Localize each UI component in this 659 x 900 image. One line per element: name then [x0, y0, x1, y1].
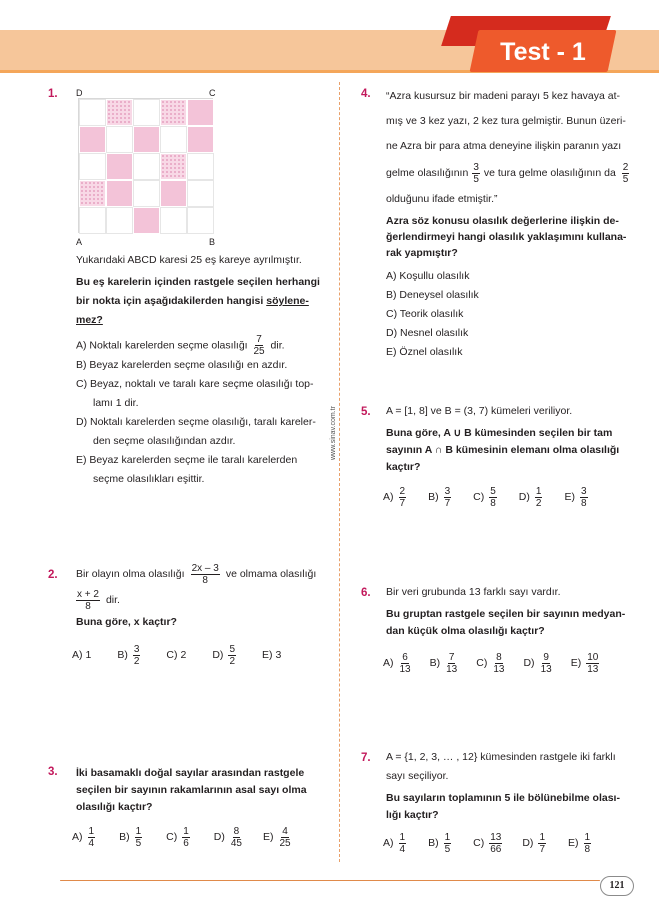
dotted-square [106, 99, 133, 126]
q7-body [386, 748, 644, 824]
fraction-num: 5 [229, 643, 235, 655]
fraction-num: 10 [587, 651, 599, 663]
q4-stem-line4 [386, 159, 644, 187]
fraction-den: 8 [580, 497, 587, 509]
q1-question-line1: Bu eş karelerin içinden rastgele seçilen herhangi [76, 276, 320, 288]
shaded-square [133, 126, 160, 153]
fraction-den: 25 [279, 837, 291, 849]
option-fraction [538, 832, 546, 855]
fraction-num: 2 [399, 485, 406, 497]
fraction-num: 8 [233, 825, 240, 837]
q5-question-line1: Buna göre, A ∪ B kümesinden seçilen bir tam [386, 427, 613, 439]
test-title: Test - 1 [500, 38, 586, 66]
shaded-square [106, 153, 133, 180]
q3-option-b[interactable] [119, 826, 144, 849]
fraction-den: 13 [446, 663, 458, 675]
option-label: A) [383, 657, 394, 669]
white-square [133, 180, 160, 207]
fraction-num: 1 [444, 831, 451, 843]
q1-option-c-cont: lamı 1 dir. [93, 397, 139, 409]
column-divider [339, 82, 340, 862]
fraction-num: 9 [543, 651, 549, 663]
q7-question-line1: Bu sayıların toplamının 5 ile bölünebilme olası- [386, 792, 620, 804]
option-label: B) [119, 831, 130, 843]
option-label: B) [429, 657, 441, 669]
q2-body [76, 561, 336, 632]
q1-option-a-text: A) Noktalı karelerden seçme olasılığı [76, 339, 248, 352]
q1-option-c-line1: C) Beyaz, noktalı ve taralı kare seçme olasılığı top- [76, 378, 314, 390]
q3-option-a[interactable] [72, 826, 97, 849]
option-label: D) [523, 657, 535, 669]
dotted-square [79, 180, 106, 207]
fraction-den: 8 [584, 843, 591, 855]
white-square [187, 207, 214, 234]
q1-number: 1. [48, 88, 58, 100]
white-square [79, 99, 106, 126]
q2-fraction-2 [76, 589, 100, 612]
fraction-den: 2 [133, 655, 140, 667]
q1-option-c[interactable] [76, 375, 331, 394]
fraction-num: 3 [580, 485, 587, 497]
option-fraction [445, 652, 458, 675]
q4-question-line2: ğerlendirmeyi hangi olasılık yaklaşımını kullana- [386, 231, 627, 243]
fraction-den: 7 [399, 497, 406, 509]
q5-option-a[interactable] [383, 486, 408, 509]
option-fraction [492, 652, 505, 675]
option-fraction [540, 652, 553, 675]
option-label: B) [428, 491, 439, 503]
q1-option-d-cont: den seçme olasılığından azdır. [93, 435, 236, 447]
option-fraction [230, 826, 243, 849]
q6-options [383, 648, 617, 678]
q5-stem: A = [1, 8] ve B = (3, 7) kümeleri veriliyor. [386, 405, 573, 417]
q4-number: 4. [361, 88, 371, 100]
shaded-square [79, 126, 106, 153]
fraction-den: 8 [490, 497, 496, 509]
q7-number: 7. [361, 752, 371, 764]
fraction-den: 2 [535, 497, 542, 509]
q5-option-d[interactable] [519, 486, 545, 509]
q4-fraction-1 [472, 162, 480, 185]
q4-question-line1: Azra söz konusu olasılık değerlerine ilişkin de- [386, 215, 619, 227]
fraction-den: 13 [540, 663, 552, 675]
option-fraction [584, 832, 592, 855]
q4-question-line3: rak yapmıştır? [386, 247, 458, 259]
corner-d: D [76, 88, 83, 98]
side-url: www.sinav.com.tr [330, 406, 337, 460]
fraction-den: 8 [85, 600, 91, 612]
fraction-den: 2 [229, 655, 235, 667]
option-label: E) [568, 837, 579, 849]
q4-stem-line2: mış ve 3 kez yazı, 2 kez tura gelmiştir. Bunun üzeri- [386, 115, 626, 127]
option-fraction [133, 644, 141, 667]
q1-option-e[interactable] [76, 451, 331, 470]
q1-body [76, 251, 331, 489]
q6-question-line1: Bu gruptan rastgele seçilen bir sayının medyan- [386, 608, 626, 620]
shaded-square [106, 180, 133, 207]
q1-option-a-suffix: dir. [270, 339, 285, 352]
white-square [133, 99, 160, 126]
q4-option-c[interactable]: C) Teorik olasılık [386, 308, 464, 320]
option-fraction [135, 826, 143, 849]
option-fraction [228, 644, 236, 667]
fraction-den: 5 [622, 173, 629, 185]
option-value: 2 [180, 649, 187, 661]
q1-option-e-line1: E) Beyaz karelerden seçme ile taralı karelerden [76, 454, 298, 466]
option-fraction [279, 826, 292, 849]
q3-body [76, 765, 336, 816]
q4-stem-line5: olduğunu ifade etmiştir.” [386, 193, 498, 205]
corner-b: B [209, 237, 216, 247]
fraction-den: 66 [490, 843, 502, 855]
q4-option-b[interactable]: B) Deneysel olasılık [386, 289, 479, 301]
option-fraction [399, 486, 407, 509]
q1-option-d-line1: D) Noktalı karelerden seçme olasılığı, taralı kareler- [76, 416, 316, 428]
q4-option-a[interactable]: A) Koşullu olasılık [386, 270, 470, 282]
option-fraction [489, 832, 502, 855]
q6-option-c[interactable] [476, 652, 507, 675]
white-square [106, 126, 133, 153]
q2-number: 2. [48, 569, 58, 581]
q6-option-b[interactable] [430, 652, 461, 675]
q2-stem-line2 [76, 587, 336, 613]
corner-a: A [76, 237, 83, 247]
q5-options [383, 482, 606, 512]
fraction-den: 13 [493, 663, 505, 675]
option-label: E) [263, 831, 274, 843]
q3-option-c[interactable] [166, 826, 192, 849]
q4-stem-line4a: gelme olasılığının [386, 167, 469, 179]
shaded-square [187, 126, 214, 153]
q3-option-d[interactable] [214, 826, 245, 849]
option-label: C) [166, 649, 178, 661]
fraction-den: 45 [230, 837, 242, 849]
fraction-num: 1 [183, 825, 189, 837]
fraction-den: 5 [135, 837, 142, 849]
dotted-square [160, 153, 187, 180]
q1-option-a[interactable] [76, 334, 331, 356]
option-fraction [586, 652, 599, 675]
q1-option-a-fraction [253, 334, 266, 357]
q5-question-line2: sayının A ∩ B kümesinin elemanı olma olasılığı [386, 444, 620, 456]
option-label: C) [473, 491, 485, 503]
fraction-den: 25 [253, 346, 265, 357]
option-value: 1 [85, 649, 92, 661]
q4-fraction-2 [622, 162, 630, 185]
white-square [160, 207, 187, 234]
q3-options [72, 822, 310, 852]
q2-stem-line1 [76, 561, 336, 587]
option-label: A) [383, 491, 394, 503]
option-fraction [182, 826, 190, 849]
q2-option-d[interactable] [212, 644, 238, 667]
q2-fraction-1 [191, 563, 220, 586]
option-label: C) [476, 657, 488, 669]
q6-body [386, 583, 644, 640]
option-fraction [444, 832, 452, 855]
option-label: B) [428, 837, 439, 849]
option-label: D) [212, 649, 224, 661]
q5-option-b[interactable] [428, 486, 453, 509]
white-square [106, 207, 133, 234]
option-label: E) [570, 657, 582, 669]
q6-stem: Bir veri grubunda 13 farklı sayı vardır. [386, 586, 561, 598]
q7-option-b[interactable] [428, 832, 453, 855]
q7-option-e[interactable] [568, 832, 593, 855]
q3-option-e[interactable] [263, 826, 294, 849]
option-fraction [399, 652, 412, 675]
fraction-den: 7 [444, 497, 451, 509]
q4-stem-line3: ne Azra bir para atma deneyine ilişkin paranın yazı [386, 140, 622, 152]
fraction-num: 3 [133, 643, 140, 655]
q2-question: Buna göre, x kaçtır? [76, 616, 177, 628]
fraction-num: 13 [490, 831, 502, 843]
option-label: E) [262, 649, 273, 661]
q6-question-line2: dan küçük olma olasılığı kaçtır? [386, 625, 545, 637]
option-fraction [444, 486, 452, 509]
fraction-den: 4 [399, 843, 406, 855]
option-label: A) [72, 831, 83, 843]
square-grid [78, 98, 213, 233]
q4-body [386, 84, 644, 362]
option-fraction [489, 486, 497, 509]
option-fraction [580, 486, 588, 509]
q1-option-d[interactable] [76, 413, 331, 432]
fraction-num: 1 [399, 831, 406, 843]
fraction-den: 5 [473, 173, 479, 185]
white-square [133, 153, 160, 180]
white-square [187, 180, 214, 207]
fraction-num: 1 [88, 825, 95, 837]
option-fraction [399, 832, 407, 855]
option-label: C) [166, 831, 178, 843]
q6-option-a[interactable] [383, 652, 414, 675]
fraction-den: 7 [539, 843, 545, 855]
corner-c: C [209, 88, 216, 98]
q3-number: 3. [48, 766, 58, 778]
q1-question-line3: mez? [76, 314, 103, 326]
fraction-num: 5 [490, 485, 496, 497]
q6-number: 6. [361, 587, 371, 599]
option-label: D) [213, 831, 225, 843]
option-label: A) [72, 649, 83, 661]
q2-options [72, 642, 297, 668]
q1-option-e-cont: seçme olasılıkları eşittir. [93, 473, 205, 485]
q1-question-line2 [76, 292, 331, 311]
fraction-num: 4 [282, 825, 288, 837]
fraction-num: 1 [584, 831, 591, 843]
fraction-num: 8 [496, 651, 502, 663]
q2-option-e[interactable] [262, 647, 281, 663]
shaded-square [160, 180, 187, 207]
fraction-num: 7 [448, 651, 455, 663]
shaded-square [133, 207, 160, 234]
option-label: A) [383, 837, 394, 849]
q7-stem-line1: A = {1, 2, 3, … , 12} kümesinden rastgele iki farklı [386, 751, 616, 763]
option-fraction [535, 486, 543, 509]
q1-question-line2b: söylene- [266, 295, 309, 307]
fraction-den: 8 [202, 574, 208, 586]
page-number: 121 [600, 876, 634, 896]
fraction-num: 6 [402, 651, 408, 663]
option-label: E) [564, 491, 575, 503]
fraction-num: 2x – 3 [191, 562, 219, 574]
q3-question-line3: olasılığı kaçtır? [76, 801, 153, 813]
q5-number: 5. [361, 406, 371, 418]
q3-question-line1: İki basamaklı doğal sayılar arasından rastgele [76, 767, 305, 779]
q7-question-line2: lığı kaçtır? [386, 809, 439, 821]
q4-option-e[interactable]: E) Öznel olasılık [386, 346, 463, 358]
q5-body [386, 402, 644, 476]
footer-rule [60, 880, 600, 881]
q6-option-d[interactable] [523, 652, 554, 675]
q7-option-d[interactable] [522, 832, 548, 855]
q2-option-c[interactable] [166, 647, 186, 663]
q4-stem-line4b: ve tura gelme olasılığının da [483, 167, 616, 179]
fraction-num: 2 [622, 161, 629, 173]
option-value: 3 [275, 649, 282, 661]
fraction-num: 7 [256, 334, 262, 345]
q4-option-d[interactable]: D) Nesnel olasılık [386, 327, 469, 339]
option-label: D) [522, 837, 534, 849]
q3-question-line2: seçilen bir sayının rakamlarının asal sayı olma [76, 784, 307, 796]
q2-stem-text2: ve olmama olasılığı [225, 568, 317, 580]
q5-option-e[interactable] [564, 486, 589, 509]
fraction-den: 5 [444, 843, 451, 855]
q7-option-a[interactable] [383, 832, 408, 855]
fraction-num: 1 [535, 485, 542, 497]
fraction-den: 13 [399, 663, 411, 675]
dotted-square [160, 99, 187, 126]
q7-option-c[interactable] [473, 832, 504, 855]
option-label: D) [518, 491, 530, 503]
q6-option-e[interactable] [571, 652, 602, 675]
fraction-num: 3 [473, 161, 479, 173]
white-square [160, 126, 187, 153]
q1-question-line2a: bir nokta için aşağıdakilerden hangisi [76, 295, 267, 307]
option-label: B) [117, 649, 128, 661]
q5-question-line3: kaçtır? [386, 461, 421, 473]
q2-option-a[interactable] [72, 647, 91, 663]
q7-options [383, 828, 609, 858]
fraction-num: x + 2 [77, 588, 99, 600]
q5-option-c[interactable] [473, 486, 499, 509]
fraction-num: 1 [539, 831, 545, 843]
q2-stem-text3: dir. [105, 594, 120, 606]
white-square [187, 153, 214, 180]
fraction-den: 13 [587, 663, 599, 675]
q4-stem-line1: “Azra kusursuz bir madeni parayı 5 kez havaya at- [386, 90, 621, 102]
white-square [79, 207, 106, 234]
option-fraction [88, 826, 96, 849]
shaded-square [187, 99, 214, 126]
q7-stem-line2: sayı seçiliyor. [386, 770, 449, 782]
fraction-den: 4 [88, 837, 95, 849]
q2-option-b[interactable] [117, 644, 142, 667]
white-square [79, 153, 106, 180]
fraction-num: 1 [135, 825, 142, 837]
fraction-den: 6 [183, 837, 189, 849]
q1-option-b[interactable]: B) Beyaz karelerden seçme olasılığı en azdır. [76, 359, 288, 371]
q1-stem: Yukarıdaki ABCD karesi 25 eş kareye ayrılmıştır. [76, 254, 302, 266]
fraction-num: 3 [444, 485, 451, 497]
q2-stem-text1: Bir olayın olma olasılığı [76, 568, 185, 580]
option-label: C) [473, 837, 485, 849]
